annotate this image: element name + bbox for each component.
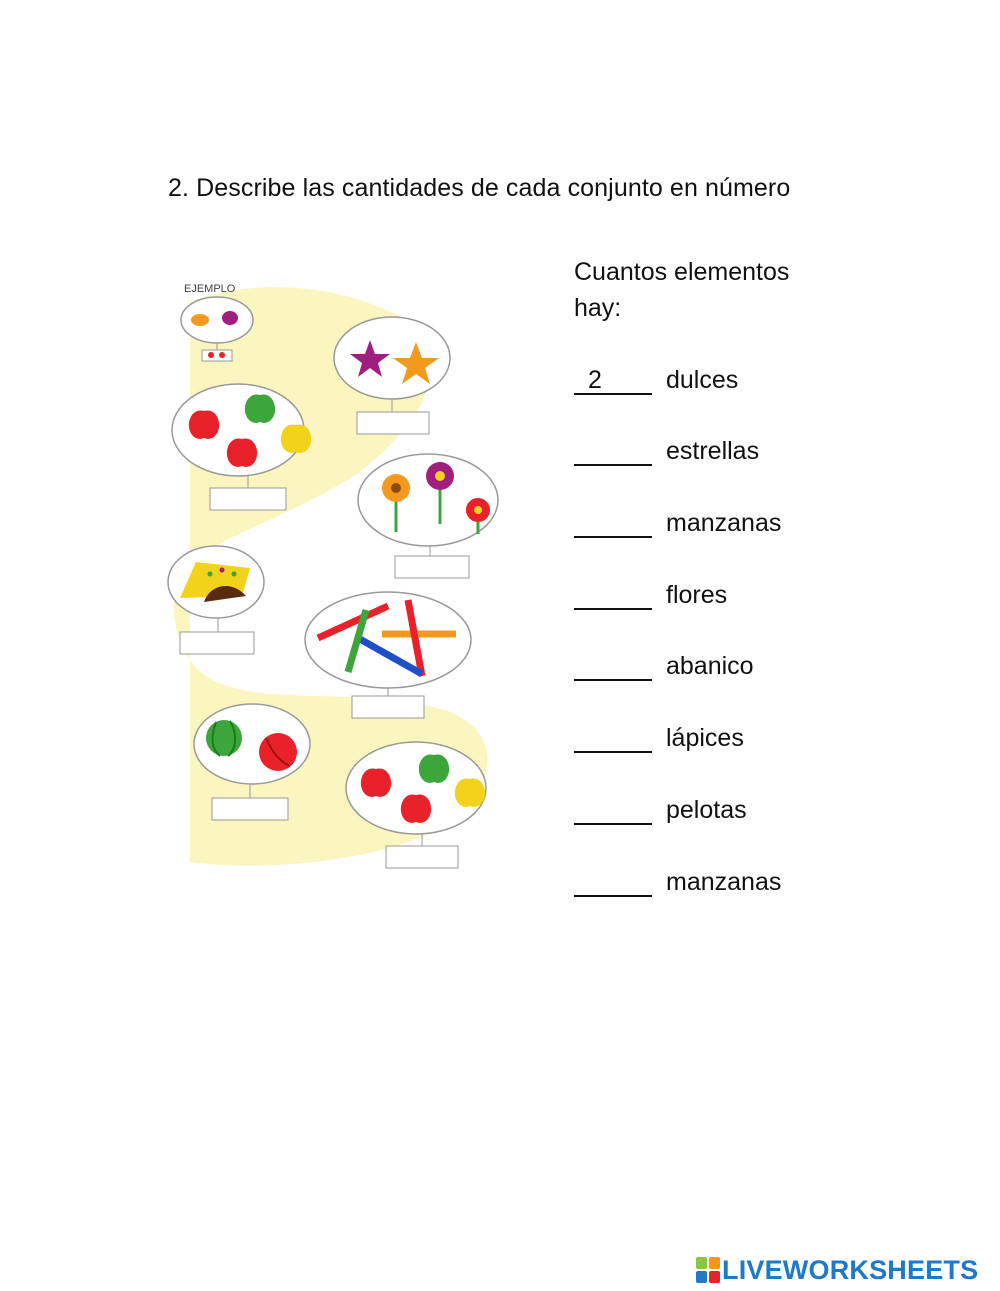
answer-row-manzanas [574,504,781,538]
answer-row-manzanas-2 [574,863,781,897]
answer-label: pelotas [666,796,747,824]
answer-label: flores [666,581,728,609]
answer-label: manzanas [666,509,782,537]
answer-blank[interactable] [574,651,652,681]
example-label: EJEMPLO [184,283,236,295]
fan-set [168,546,264,654]
sets-illustration [160,262,520,882]
answer-blank[interactable]: 2 [574,365,652,395]
flowers-set [358,454,498,578]
answer-blank[interactable] [574,580,652,610]
ball-icon [259,733,297,771]
answer-label: manzanas [666,868,782,896]
liveworksheets-icon [696,1257,720,1283]
ball-icon [206,720,242,756]
answer-label: estrellas [666,437,760,465]
liveworksheets-logo [696,1253,978,1287]
answer-row-flores [574,576,727,610]
answer-row-pelotas [574,791,747,825]
answer-label: lápices [666,724,744,752]
answer-row-abanico [574,647,754,681]
question-text: Cuantos elementos hay: [574,258,790,322]
answer-blank[interactable] [574,436,652,466]
candy-icon [191,314,209,326]
candy-icon [222,311,238,325]
exercise-heading: 2. Describe las cantidades de cada conjunto en número [168,174,791,202]
answer-row-dulces [574,361,738,395]
answer-blank[interactable] [574,723,652,753]
answer-blank[interactable] [574,795,652,825]
answer-row-lapices [574,719,744,753]
answer-row-estrellas [574,432,759,466]
answer-label: abanico [666,652,754,680]
answer-label: dulces [666,366,739,394]
brand-name: LIVEWORKSHEETS [722,1254,979,1285]
answer-blank[interactable] [574,867,652,897]
answer-blank[interactable] [574,508,652,538]
